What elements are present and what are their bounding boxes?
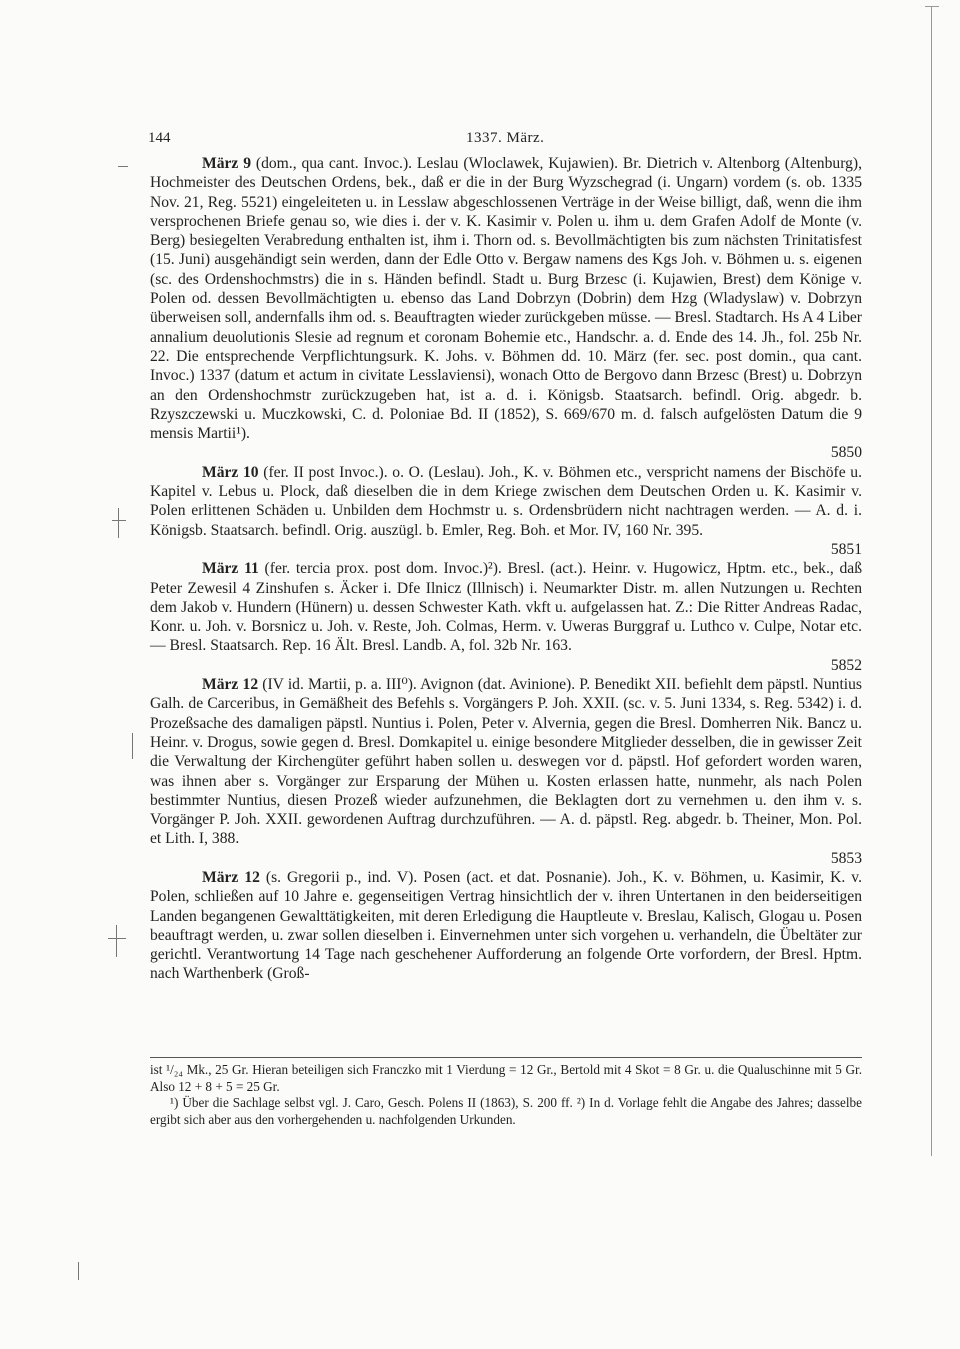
running-head: 1337. März. (466, 130, 545, 146)
entry-date: März 12 (202, 868, 260, 886)
scan-edge-tick (925, 6, 939, 7)
pencil-margin-mark (116, 925, 117, 957)
pencil-margin-mark (118, 166, 128, 167)
entry-text: (fer. tercia prox. post dom. Invoc.)²). Bresl. (act.). Heinr. v. Hugowicz, Hptm. etc., bek., daß Peter Zewesil 4 Zinshufen s. Äcker i. Dfe Ilnicz (Illnisch) i. Neumarkter Distr. m. allen Nutzungen u. Rechten dem Jakob v. Hundern (Hünern) u. dessen Schwester Kath. vkft u. aufgelassen hat. Z.: Die Ritter Andreas Radac, Konr. u. Joh. v. Borsnicz u. Joh. v. Reste, Joh. Colmas, Herm. v. Uweras Burggraf u. Luthco v. Culpe, Notar etc. — Bresl. Staatsarch. Rep. 16 Ält. Bresl. Landb. A, fol. 32b Nr. 163. (150, 560, 862, 655)
regest-entry (150, 675, 862, 849)
footnote-continuation: ist ¹/₂₄ Mk., 25 Gr. Hieran beteiligen sich Franczko mit 1 Vierdung = 12 Gr., Bertold mit 4 Skot = 8 Gr. u. die Qualuschinne mit 5 Gr. Also 12 + 8 + 5 = 25 Gr. (150, 1062, 862, 1094)
body-text (150, 154, 862, 984)
page-header (148, 130, 868, 150)
entry-date: März 9 (202, 155, 252, 172)
regest-entry (150, 559, 862, 655)
pencil-margin-mark (118, 508, 119, 538)
footnote-divider (150, 1057, 862, 1058)
footnote-notes: ¹) Über die Sachlage selbst vgl. J. Caro, Gesch. Polens II (1863), S. 200 ff. ²) In d. Vorlage fehlt die Angabe des Jahres; dasselbe ergibt sich aber aus den vorhergehenden u. nachfolgenden Urkunden. (150, 1095, 862, 1127)
entry-number: 5850 (830, 444, 862, 462)
entry-date: März 11 (202, 560, 259, 578)
entry-date: März 12 (202, 676, 259, 694)
scan-edge-line (931, 6, 932, 1156)
entry-number: 5852 (830, 656, 862, 674)
pencil-margin-mark (132, 733, 133, 759)
pencil-margin-mark (108, 938, 126, 939)
entry-number: 5851 (830, 540, 862, 558)
regest-entry (150, 868, 862, 984)
pencil-margin-mark (78, 1262, 79, 1280)
footnotes (150, 1062, 862, 1128)
regest-entry (150, 154, 862, 443)
page-number: 144 (148, 130, 171, 146)
entry-date: März 10 (202, 463, 259, 481)
entry-text: (s. Gregorii p., ind. V). Posen (act. et dat. Posnanie). Joh., K. v. Böhmen, u. Kasimir, K. v. Polen, schließen auf 10 Jahre e. gegenseitigen Vertrag hinsichtlich der v. ihren Untertanen in den beiderseitigen Landen begangenen Gewalttätigkeiten, mit deren Erledigung die Hauptleute v. Breslau, Kalisch, Glogau u. Posen beauftragt werden, u. zwar sollen dieselben i. Einvernehmen unter sich vorgehen u. verhandeln, die Übeltäter zur gerichtl. Verantwortung 14 Tage nach geschehener Aufforderung an folgende Orte vorfordern, der Bresl. Hptm. nach Warthenberk (Groß- (150, 868, 862, 983)
entry-text: (dom., qua cant. Invoc.). Leslau (Wloclawek, Kujawien). Br. Dietrich v. Altenborg (Altenburg), Hochmeister des Deutschen Ordens, bek., daß er die in der Burg Wyzschegrad (i. Ungarn) vordem (s. ob. 1335 Nov. 21, Reg. 5521) eingeleiteten u. in Lesslaw abgeschlossenen Verträge in der Weise billigt, daß, wenn die ihm versprochenen Briefe genau so, wie dies i. der v. K. Kasimir v. Polen u. ihm u. dem Grafen Adolf de Monte (v. Berg) besiegelten Verabredung enthalten ist, ihm i. Thorn od. s. Bevollmächtigten bis zum nächsten Trinitatisfest (15. Juni) ausgehändigt sein werden, dann der Edle Otto v. Bergaw namens des Kgs Joh. v. Böhmen u. s. eigenen (sc. des Ordenshochmstrs) die in s. Händen befindl. Stadt u. Burg Brzesc (i. Kujawien, Brest) dem Könige v. Polen od. dessen Bevollmächtigten u. ebenso das Land Dobrzyn (Dobrin) dem Hzg (Wladyslaw) v. Dobrzyn überweisen soll, andernfalls ihm od. s. Beauftragten wieder zurückgeben müsse. — Bresl. Stadtarch. Hs A 4 Liber annalium deuolutionis Slesie ad regnum et coronam Bohemie etc., Handschr. a. d. Ende des 14. Jh., fol. 25b Nr. 22. Die entsprechende Verpflichtungsurk. K. Johs. v. Böhmen dd. 10. März (fer. sec. post domin., qua cant. Invoc.) 1337 (datum et actum in civitate Lesslaviensi), wonach Otto de Bergovo dann Brzesc (Brest) u. Dobrzyn an den Ordenshochmstr zurückzugeben hat, ist a. d. i. Königsb. Staatsarch. befindl. Orig. abgedr. b. Rzyszczewski u. Muczkowski, C. d. Poloniae Bd. II (1852), S. 669/670 m. d. falsch aufgelösten Datum die 9 mensis Martii¹). (150, 155, 862, 443)
regest-entry (150, 463, 862, 540)
entry-text: (IV id. Martii, p. a. III⁰). Avignon (dat. Avinione). P. Benedikt XII. befiehlt dem päpstl. Nuntius Galh. de Carceribus, in Gemäßheit des Befehls s. Vorgängers P. Joh. XXII. (sc. v. 5. Juni 1334, s. Reg. 5342) i. d. Prozeßsache des damaligen päpstl. Nuntius i. Polen, Peter v. Alvernia, gegen die Bresl. Domherren Nik. Bancz u. Heinr. v. Drogus, sowie gegen d. Bresl. Domkapitel u. einige besondere Mitglieder desselben, die in gewisser Zeit die Verwaltung der Kirchengüter geführt haben sollen u. deswegen vor d. päpstl. Hof gefordert worden waren, was ihnen aber s. Vorgänger zur Ersparung der Mühen u. Kosten erlassen hatte, nunmehr, als nach Polen bestimmter Nuntius, diesen Prozeß wieder aufzunehmen, die Beklagten dort zu vernehmen u. den ihm v. s. Vorgänger P. Joh. XXII. gewordenen Auftrag durchzuführen. — A. d. päpstl. Reg. abgedr. b. Theiner, Mon. Pol. et Lith. I, 388. (150, 676, 862, 848)
pencil-margin-mark (112, 520, 126, 521)
entry-text: (fer. II post Invoc.). o. O. (Leslau). Joh., K. v. Böhmen etc., verspricht namens der Bischöfe u. Kapitel v. Lebus u. Plock, daß dieselben die in dem Kriege zwischen dem Deutschen Orden u. K. Kasimir v. Polen erlittenen Schäden u. Unbilden dem Hochmstr u. s. Ordensbrüdern nicht nachtragen werden. — A. d. i. Königsb. Staatsarch. befindl. Orig. auszügl. b. Emler, Reg. Boh. et Mor. IV, 160 Nr. 395. (150, 463, 862, 539)
entry-number: 5853 (830, 849, 862, 867)
